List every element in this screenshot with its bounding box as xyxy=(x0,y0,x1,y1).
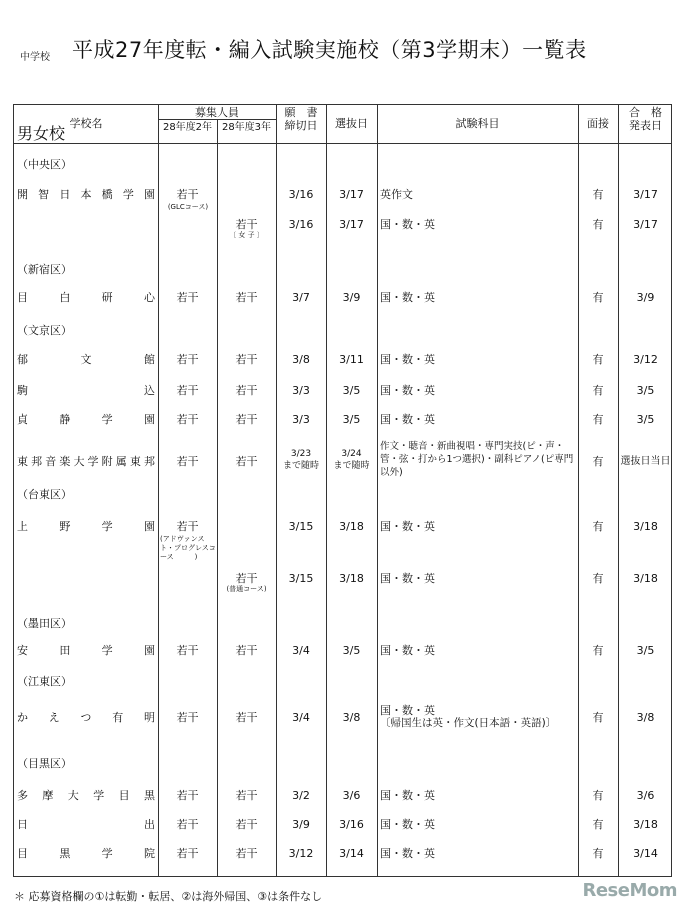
deadline: 3/23 xyxy=(290,449,312,459)
grade2-count: 若干 xyxy=(176,847,199,860)
grade3-count: 若干 xyxy=(235,789,258,802)
school-name: かえつ有明 xyxy=(17,711,155,724)
grade2-count: 若干 xyxy=(176,520,199,533)
header-result-line2: 発表日 xyxy=(629,119,662,132)
school-name: 日出 xyxy=(17,818,155,831)
ward-label: （目黒区） xyxy=(17,757,72,770)
schools-table xyxy=(13,104,672,877)
header-divider xyxy=(158,119,276,120)
deadline: 3/7 xyxy=(292,291,310,304)
deadline: 3/3 xyxy=(292,384,310,397)
interview: 有 xyxy=(592,572,604,585)
result-date: 3/8 xyxy=(636,711,655,724)
result-date: 3/18 xyxy=(633,520,658,533)
column-divider xyxy=(377,105,378,876)
result-date: 3/5 xyxy=(636,384,655,397)
grade3-count: 若干 xyxy=(235,353,258,366)
category-label: 男女校 xyxy=(17,124,66,143)
exam-date: 3/17 xyxy=(339,188,364,201)
deadline-note: まで随時 xyxy=(282,461,319,471)
result-date: 3/5 xyxy=(636,413,655,426)
page-subtitle: 中学校 xyxy=(20,52,50,63)
grade3-count: 若干 xyxy=(235,455,258,468)
header-deadline xyxy=(276,106,326,132)
result-date: 3/9 xyxy=(636,291,655,304)
school-name: 上野学園 xyxy=(17,520,155,533)
exam-date: 3/18 xyxy=(339,520,364,533)
exam-date: 3/6 xyxy=(342,789,361,802)
header-exam-date: 選抜日 xyxy=(335,117,368,130)
grade2-count: 若干 xyxy=(176,413,199,426)
subjects: 国・数・英 xyxy=(380,384,435,397)
ward-label: （台東区） xyxy=(17,488,72,501)
grade2-count: 若干 xyxy=(176,818,199,831)
page-title: 平成27年度転・編入試験実施校（第3学期末）一覧表 xyxy=(72,38,587,62)
grade3-count: 若干 xyxy=(235,291,258,304)
grade3-count: 若干 xyxy=(235,413,258,426)
subjects: 国・数・英 xyxy=(380,218,435,231)
school-name: 多摩大学目黒 xyxy=(17,789,155,802)
interview: 有 xyxy=(592,789,604,802)
header-result xyxy=(618,106,673,132)
interview: 有 xyxy=(592,291,604,304)
interview: 有 xyxy=(592,413,604,426)
deadline: 3/15 xyxy=(288,572,314,585)
grade3-count: 若干 xyxy=(235,818,258,831)
interview: 有 xyxy=(592,353,604,366)
grade3-count: 若干 xyxy=(235,384,258,397)
subjects: 国・数・英 xyxy=(380,291,435,304)
result-date: 3/17 xyxy=(633,188,658,201)
interview: 有 xyxy=(592,188,604,201)
deadline: 3/12 xyxy=(288,847,314,860)
ward-label: （文京区） xyxy=(17,324,72,337)
deadline: 3/4 xyxy=(292,644,310,657)
header-grade3: 28年度3年 xyxy=(221,122,272,133)
ward-label: （中央区） xyxy=(17,158,72,171)
interview: 有 xyxy=(592,847,604,860)
subjects: 国・数・英 xyxy=(380,818,435,831)
deadline: 3/16 xyxy=(288,218,314,231)
header-recruit: 募集人員 xyxy=(195,106,239,119)
subjects: 国・数・英 xyxy=(380,644,435,657)
subjects: 国・数・英 xyxy=(380,572,435,585)
exam-date: 3/11 xyxy=(339,353,364,366)
grade3-count: 若干 xyxy=(235,847,258,860)
interview: 有 xyxy=(592,711,604,724)
subjects: 国・数・英 xyxy=(380,353,435,366)
exam-date: 3/5 xyxy=(342,413,361,426)
result-date: 3/5 xyxy=(636,644,655,657)
school-name: 目黒学院 xyxy=(17,847,155,860)
ward-label: （墨田区） xyxy=(17,617,72,630)
result-date: 3/17 xyxy=(633,218,658,231)
school-name: 目白研心 xyxy=(17,291,155,304)
school-name: 貞静学園 xyxy=(17,413,155,426)
deadline: 3/4 xyxy=(292,711,310,724)
header-result-line1: 合 格 xyxy=(629,106,662,119)
footnote: ＊ 応募資格欄の①は転勤・転居、②は海外帰国、③は条件なし xyxy=(14,890,323,903)
interview: 有 xyxy=(592,384,604,397)
grade3-note: 〔 女 子 〕 xyxy=(229,231,264,239)
result-date: 3/14 xyxy=(633,847,658,860)
deadline: 3/15 xyxy=(288,520,314,533)
grade3-count: 若干 xyxy=(235,644,258,657)
deadline: 3/2 xyxy=(292,789,310,802)
ward-label: （新宿区） xyxy=(17,263,72,276)
result-date: 選抜日当日 xyxy=(620,456,671,467)
school-name: 開智日本橋学園 xyxy=(17,188,155,201)
grade2-count: 若干 xyxy=(176,644,199,657)
exam-date: 3/5 xyxy=(342,384,361,397)
school-name: 郁文館 xyxy=(17,353,155,366)
ward-label: （江東区） xyxy=(17,675,72,688)
exam-date: 3/24 xyxy=(341,449,362,459)
subjects: 国・数・英 xyxy=(380,413,435,426)
grade2-count: 若干 xyxy=(176,291,199,304)
grade2-count: 若干 xyxy=(176,188,199,201)
deadline: 3/3 xyxy=(292,413,310,426)
header-deadline-line2: 締切日 xyxy=(284,119,318,132)
interview: 有 xyxy=(592,218,604,231)
grade3-note: (普通コース) xyxy=(226,585,267,593)
deadline: 3/9 xyxy=(292,818,310,831)
grade2-count: 若干 xyxy=(176,711,199,724)
subjects-note: 〔帰国生は英・作文(日本語・英語)〕 xyxy=(380,717,557,729)
grade3-count: 若干 xyxy=(235,711,258,724)
deadline: 3/16 xyxy=(288,188,314,201)
grade3-count: 若干 xyxy=(235,218,258,231)
header-school: 学校名 xyxy=(69,117,103,130)
school-name: 安田学園 xyxy=(17,644,155,657)
subjects: 作文・聴音・新曲視唱・専門実技(ピ・声・管・弦・打から1つ選択)・副科ピアノ(ピ専門以外) xyxy=(380,441,574,478)
exam-date: 3/14 xyxy=(339,847,364,860)
header-divider xyxy=(14,143,671,144)
subjects: 国・数・英 xyxy=(380,847,435,860)
school-name: 東邦音楽大学附属東邦 xyxy=(17,455,155,468)
header-deadline-line1: 願 書 xyxy=(284,106,318,119)
exam-date-note: まで随時 xyxy=(333,461,370,471)
result-date: 3/12 xyxy=(633,353,658,366)
subjects: 英作文 xyxy=(380,188,413,201)
interview: 有 xyxy=(592,520,604,533)
interview: 有 xyxy=(592,644,604,657)
result-date: 3/6 xyxy=(636,789,655,802)
exam-date: 3/5 xyxy=(342,644,361,657)
grade2-note: (アドヴァンスト・プログレスコース ) xyxy=(160,535,216,561)
interview: 有 xyxy=(592,818,604,831)
grade2-count: 若干 xyxy=(176,353,199,366)
grade2-count: 若干 xyxy=(176,789,199,802)
grade2-count: 若干 xyxy=(176,455,199,468)
exam-date: 3/16 xyxy=(339,818,364,831)
subjects: 国・数・英 xyxy=(380,789,435,802)
interview: 有 xyxy=(592,455,604,468)
grade2-note: (GLCコース) xyxy=(167,203,209,211)
school-name: 駒込 xyxy=(17,384,155,397)
header-grade2: 28年度2年 xyxy=(162,122,213,133)
exam-date: 3/8 xyxy=(342,711,361,724)
exam-date: 3/17 xyxy=(339,218,364,231)
header-subjects: 試験科目 xyxy=(455,117,500,130)
subjects: 国・数・英 xyxy=(380,520,435,533)
deadline: 3/8 xyxy=(292,353,310,366)
result-date: 3/18 xyxy=(633,818,658,831)
exam-date: 3/9 xyxy=(342,291,361,304)
column-divider xyxy=(158,105,159,876)
watermark-logo: ReseMom xyxy=(582,880,677,901)
result-date: 3/18 xyxy=(633,572,658,585)
exam-date: 3/18 xyxy=(339,572,364,585)
grade2-count: 若干 xyxy=(176,384,199,397)
header-interview: 面接 xyxy=(587,117,609,130)
grade3-count: 若干 xyxy=(235,572,258,585)
subjects: 国・数・英 xyxy=(380,704,435,717)
